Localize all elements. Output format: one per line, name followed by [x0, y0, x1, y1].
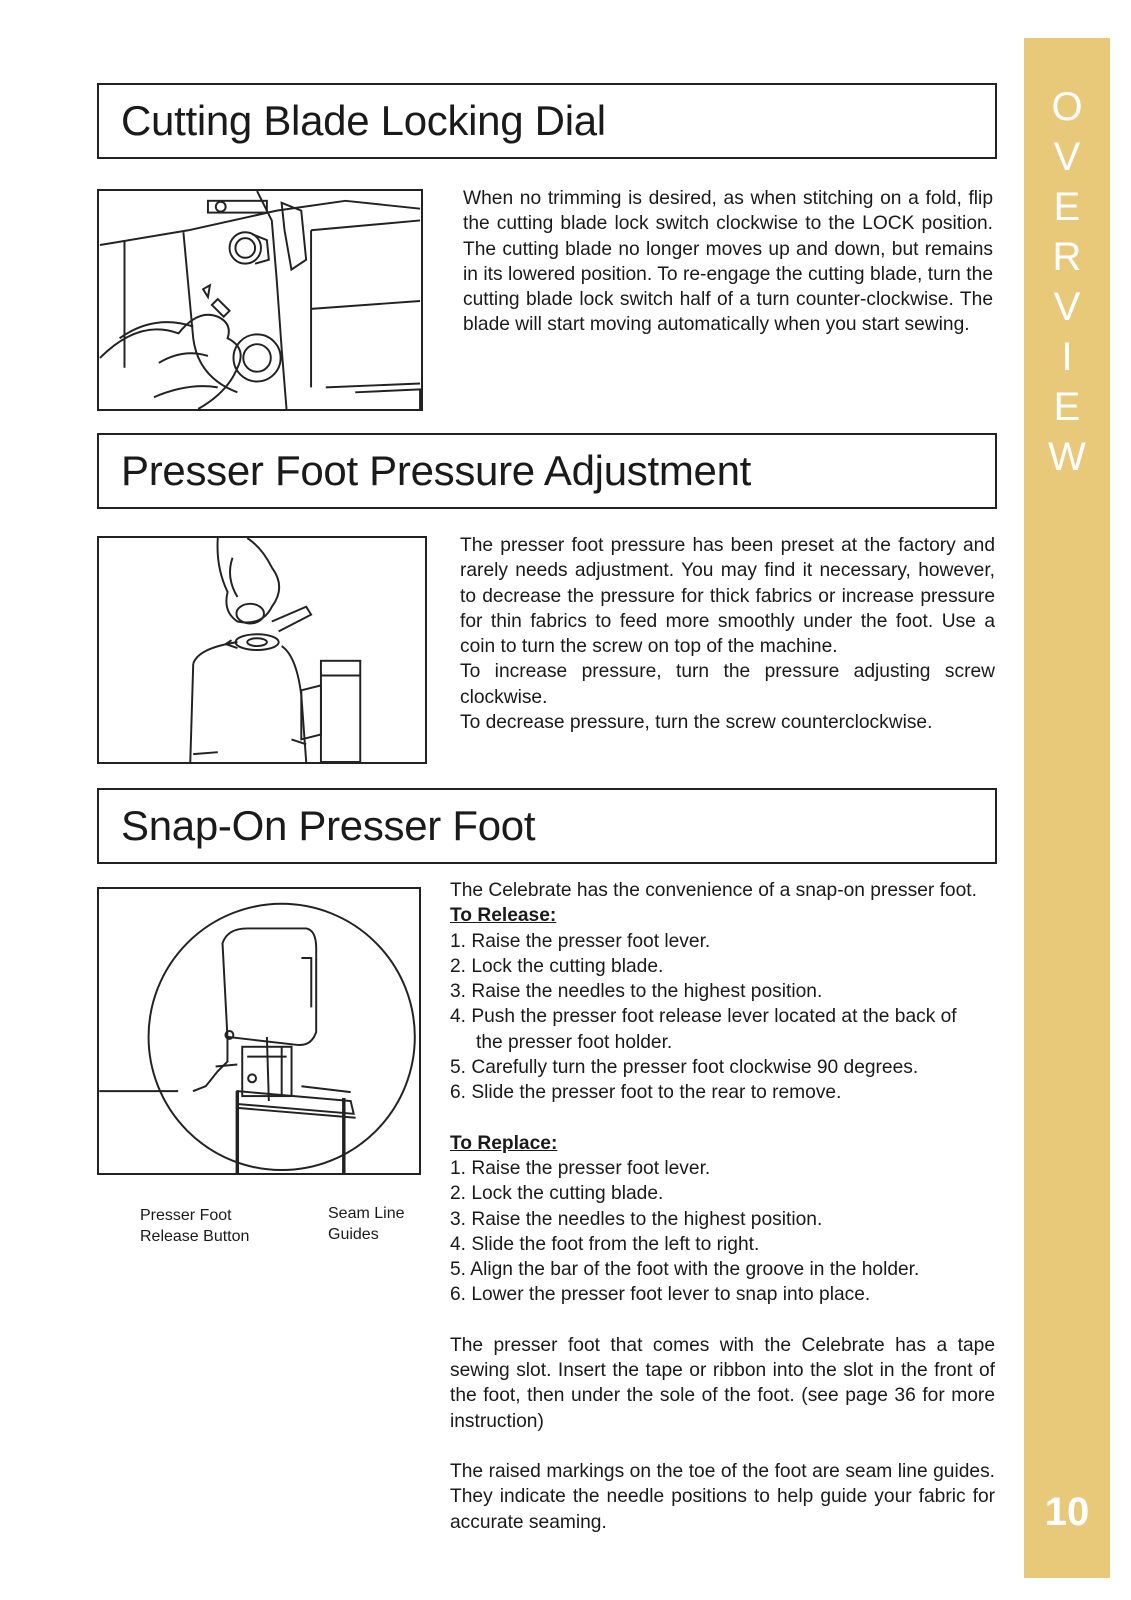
- replace-step: 6. Lower the presser foot lever to snap into place.: [450, 1284, 871, 1306]
- increase-instruction: To increase pressure, turn the pressure adjusting screw clockwise.: [460, 661, 995, 708]
- release-heading: To Release:: [450, 905, 557, 927]
- replace-heading: To Replace:: [450, 1132, 558, 1154]
- coin-screw-drawing: [99, 538, 425, 762]
- machine-dial-drawing: [99, 191, 421, 409]
- caption-release-button: [140, 1205, 249, 1247]
- sidebar-letter: O: [1051, 85, 1083, 129]
- replace-step: 2. Lock the cutting blade.: [450, 1183, 664, 1205]
- section-title: Presser Foot Pressure Adjustment: [121, 447, 751, 494]
- replace-step: 3. Raise the needles to the highest position.: [450, 1208, 823, 1230]
- caption-line: Presser Foot: [140, 1207, 232, 1224]
- sidebar-letter: V: [1053, 135, 1081, 179]
- caption-line: Release Button: [140, 1228, 250, 1245]
- tape-slot-paragraph: The presser foot that comes with the Celebrate has a tape sewing slot. Insert the tape or ribbon into the slot in the front of the foot, then under the sole of the foot. (see page 36 for more instruction): [450, 1334, 995, 1432]
- release-step: 1. Raise the presser foot lever.: [450, 930, 711, 952]
- snap-on-foot-text: [450, 878, 995, 1535]
- sidebar-letter: V: [1053, 285, 1081, 329]
- caption-line: Guides: [328, 1226, 379, 1243]
- release-step-continued: the presser foot holder.: [476, 1031, 673, 1053]
- sidebar-word: [1024, 82, 1110, 482]
- section-heading-cutting-blade: [97, 83, 997, 159]
- page-number: 10: [1044, 1490, 1090, 1534]
- release-step: 6. Slide the presser foot to the rear to remove.: [450, 1082, 842, 1104]
- replace-step: 4. Slide the foot from the left to right.: [450, 1233, 760, 1255]
- section-heading-presser-foot-pressure: [97, 433, 997, 509]
- presser-foot-drawing: [99, 889, 419, 1173]
- caption-seam-line-guides: [328, 1203, 405, 1245]
- seam-markings-paragraph: The raised markings on the toe of the foot are seam line guides. They indicate the needle positions to help guide your fabric for accurate seaming.: [450, 1460, 995, 1533]
- sidebar-letter: E: [1053, 385, 1081, 429]
- presser-foot-pressure-text: [460, 533, 995, 735]
- intro-paragraph: The Celebrate has the convenience of a snap-on presser foot.: [450, 880, 977, 901]
- replace-step: 5. Align the bar of the foot with the groove in the holder.: [450, 1259, 920, 1281]
- decrease-instruction: To decrease pressure, turn the screw counterclockwise.: [460, 712, 933, 734]
- sidebar-letter: E: [1053, 185, 1081, 229]
- replace-step: 1. Raise the presser foot lever.: [450, 1157, 711, 1179]
- section-heading-snap-on-foot: [97, 788, 997, 864]
- section-title: Snap-On Presser Foot: [121, 802, 536, 849]
- overview-sidebar: [1024, 38, 1110, 1578]
- sidebar-letter: R: [1052, 235, 1082, 279]
- caption-line: Seam Line: [328, 1205, 405, 1222]
- release-step: 4. Push the presser foot release lever located at the back of: [450, 1006, 957, 1028]
- pressure-paragraph: The presser foot pressure has been preset at the factory and rarely needs adjustment. You may find it necessary, however, to decrease the pressure for thick fabrics or increase pressure for thin fabrics to feed more smoothly under the foot. Use a coin to turn the screw on top of the machine.: [460, 535, 995, 658]
- cutting-blade-text: When no trimming is desired, as when stitching on a fold, flip the cutting blade lock switch clockwise to the LOCK position. The cutting blade no longer moves up and down, but remains in its lowered position. To re-engage the cutting blade, turn the cutting blade lock switch half of a turn counter-clockwise. The blade will start moving automatically when you start sewing.: [463, 188, 993, 336]
- sidebar-letter: I: [1061, 335, 1073, 379]
- sidebar-letter: W: [1048, 435, 1086, 479]
- snap-on-presser-foot-illustration: [97, 887, 421, 1175]
- cutting-blade-dial-illustration: [97, 189, 423, 411]
- presser-foot-pressure-illustration: [97, 536, 427, 764]
- release-step: 2. Lock the cutting blade.: [450, 955, 664, 977]
- release-step: 5. Carefully turn the presser foot clockwise 90 degrees.: [450, 1057, 919, 1079]
- section-title: Cutting Blade Locking Dial: [121, 97, 606, 144]
- release-step: 3. Raise the needles to the highest position.: [450, 981, 823, 1003]
